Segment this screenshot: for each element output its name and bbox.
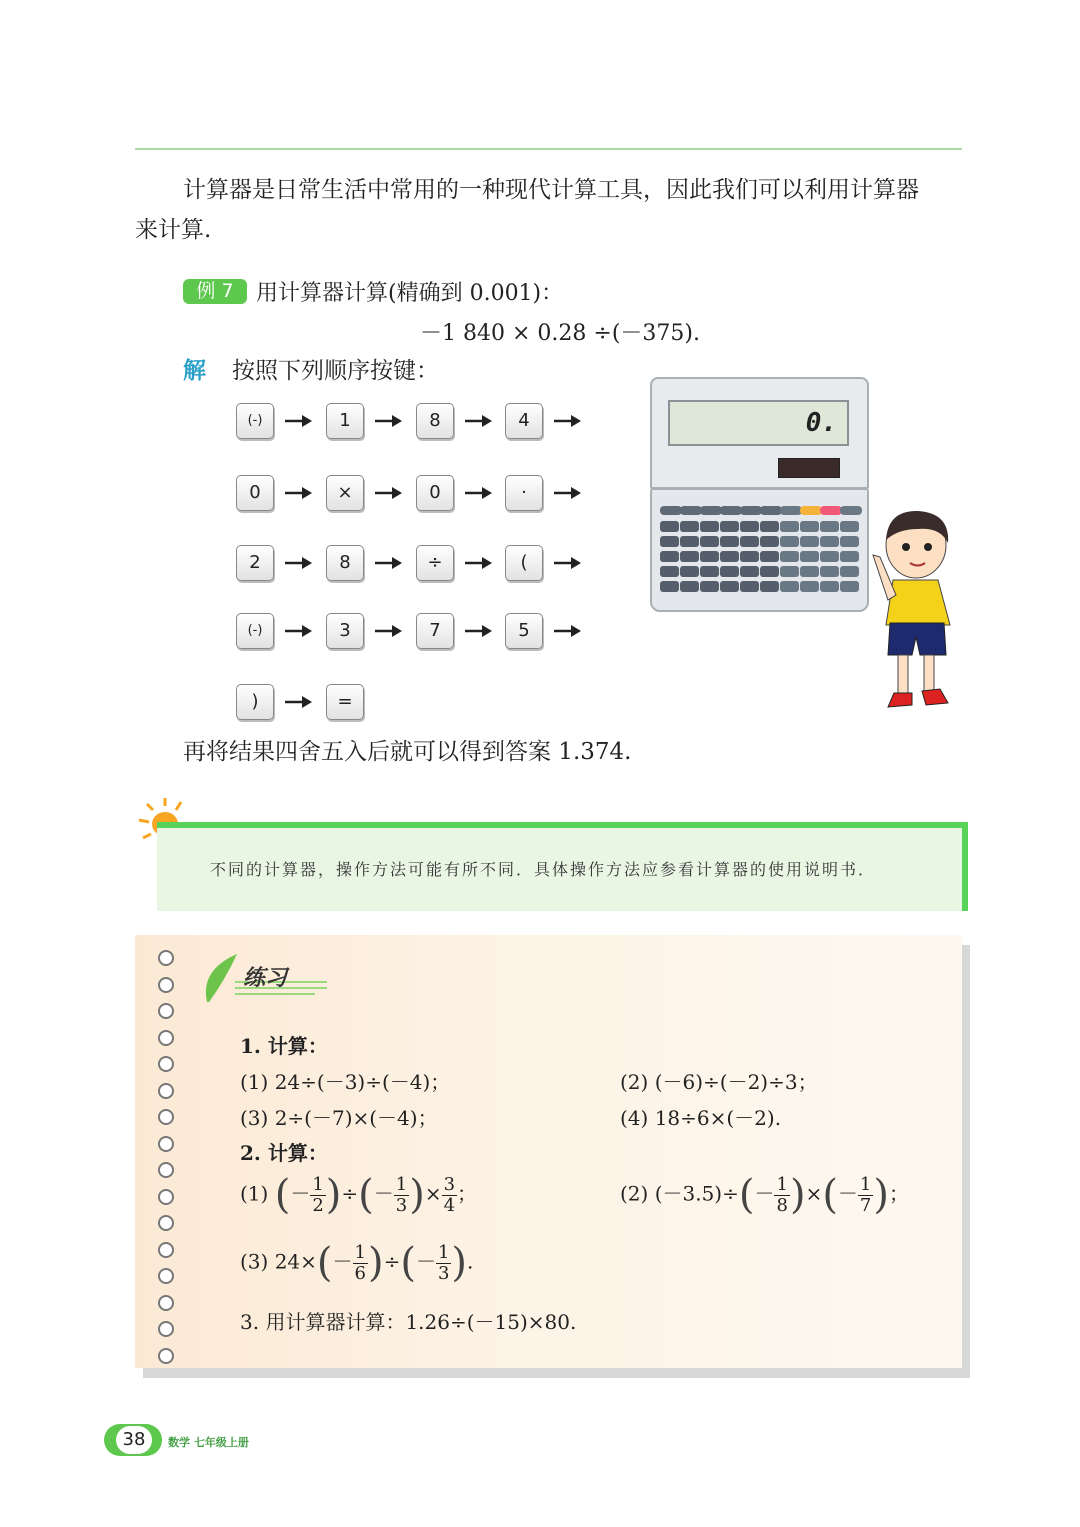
- keypad-button: [760, 506, 782, 515]
- ring-hole: [158, 1030, 174, 1046]
- keypad-button: [820, 506, 842, 515]
- q2-2-lead: (－3.5)÷: [654, 1181, 739, 1206]
- keypad-button: [820, 581, 839, 592]
- ring-hole: [158, 977, 174, 993]
- keypad-button: [660, 536, 679, 547]
- q2-label: 2. 计算：: [240, 1141, 328, 1165]
- keypad-button: [820, 521, 839, 532]
- intro-line-2: 来计算.: [135, 217, 212, 243]
- keypad-button: [680, 566, 699, 577]
- calculator-display: [668, 400, 849, 446]
- q2-3-number: (3): [240, 1249, 269, 1274]
- keypad-button: [820, 551, 839, 562]
- keypad-button: [700, 536, 719, 547]
- keypad-button: [760, 551, 779, 562]
- arrow-right-icon: [284, 691, 314, 713]
- keypad-button: [760, 536, 779, 547]
- keypad-button: [780, 566, 799, 577]
- ring-hole: [158, 1321, 174, 1337]
- calc-key: =: [326, 684, 364, 720]
- calc-key: 0: [236, 475, 274, 511]
- keypad-button: [760, 566, 779, 577]
- fraction: $\frac{3}{4}$: [443, 1173, 456, 1216]
- arrow-right-icon: [374, 482, 404, 504]
- ring-hole: [158, 1295, 174, 1311]
- arrow-right-icon: [374, 410, 404, 432]
- keypad-button: [780, 521, 799, 532]
- fraction: $\frac{1}{8}$: [776, 1173, 788, 1216]
- arrow-right-icon: [374, 552, 404, 574]
- ring-hole: [158, 1268, 174, 1284]
- keypad-button: [780, 581, 799, 592]
- intro-paragraph: [135, 170, 970, 210]
- q1-item-4: (4) 18÷6×(－2).: [620, 1106, 782, 1130]
- keypad-button: [680, 506, 702, 515]
- keypad-button: [700, 566, 719, 577]
- calc-key: 8: [416, 403, 454, 439]
- arrow-right-icon: [284, 620, 314, 642]
- arrow-right-icon: [464, 552, 494, 574]
- keypad-button: [800, 566, 819, 577]
- keypad-button: [840, 566, 859, 577]
- calc-key: 2: [236, 545, 274, 581]
- keypad-button: [720, 581, 739, 592]
- keypad-button: [660, 581, 679, 592]
- q2-3-lead: 24×: [274, 1249, 317, 1274]
- q3-label: 3. 用计算器计算：1.26÷(－15)×80.: [240, 1310, 577, 1334]
- keypad-button: [740, 536, 759, 547]
- keypad-button: [760, 521, 779, 532]
- example-formula: －1 840 × 0.28 ÷(－375).: [420, 321, 700, 346]
- book-title: 数学 七年级上册: [168, 1436, 249, 1449]
- example-badge: 例 7: [183, 279, 247, 304]
- keypad-button: [840, 521, 859, 532]
- keypad-button: [720, 566, 739, 577]
- arrow-right-icon: [464, 620, 494, 642]
- keypad-button: [660, 521, 679, 532]
- calc-key: 7: [416, 613, 454, 649]
- ring-hole: [158, 1109, 174, 1125]
- keypad-button: [800, 536, 819, 547]
- arrow-right-icon: [464, 410, 494, 432]
- calc-key: 3: [326, 613, 364, 649]
- keypad-button: [800, 551, 819, 562]
- q2-item-1: (1) (－ $\frac{1}{2}$ )÷(－ $\frac{1}{3}$ )× $\frac{3}{4}$ ；: [240, 1172, 478, 1218]
- fraction: $\frac{1}{7}$: [859, 1173, 872, 1216]
- keypad-button: [660, 551, 679, 562]
- keypad-button: [820, 536, 839, 547]
- keypad-button: [740, 551, 759, 562]
- solution-text: 按照下列顺序按键：: [232, 358, 439, 384]
- calc-key: ): [236, 684, 274, 720]
- q2-1-number: (1): [240, 1181, 269, 1206]
- header-rule: [135, 148, 962, 150]
- keypad-button: [740, 566, 759, 577]
- ring-hole: [158, 1189, 174, 1205]
- calculator-keypad: [650, 488, 869, 612]
- ring-hole: [158, 1348, 174, 1364]
- example-text: 用计算器计算(精确到 0.001)：: [256, 281, 564, 306]
- page-number: 38: [116, 1426, 152, 1454]
- keypad-button: [740, 506, 762, 515]
- keypad-button: [720, 551, 739, 562]
- keypad-button: [660, 566, 679, 577]
- calc-key: 5: [505, 613, 543, 649]
- ring-hole: [158, 1136, 174, 1152]
- q2-item-3: (3) 24×(－ $\frac{1}{6}$ )÷(－ $\frac{1}{3}$ ).: [240, 1240, 474, 1286]
- arrow-right-icon: [284, 410, 314, 432]
- calc-key: ·: [505, 475, 543, 511]
- keypad-button: [800, 506, 822, 515]
- keypad-button: [740, 581, 759, 592]
- practice-title: 练习: [243, 966, 288, 991]
- keypad-button: [840, 506, 862, 515]
- arrow-right-icon: [464, 482, 494, 504]
- fraction: $\frac{1}{3}$: [395, 1173, 408, 1216]
- keypad-button: [720, 536, 739, 547]
- keypad-button: [840, 581, 859, 592]
- calculator-display-value: 0.: [805, 408, 837, 438]
- keypad-button: [780, 551, 799, 562]
- ring-hole: [158, 1056, 174, 1072]
- keypad-button: [780, 536, 799, 547]
- ring-hole: [158, 1083, 174, 1099]
- q2-item-2: (2) (－3.5)÷(－ $\frac{1}{8}$ )×(－ $\frac{1}{7}$ )；: [620, 1172, 909, 1218]
- keypad-button: [700, 506, 722, 515]
- q1-item-3: (3) 2÷(－7)×(－4)；: [240, 1106, 438, 1130]
- keypad-button: [700, 521, 719, 532]
- arrow-right-icon: [553, 552, 583, 574]
- arrow-right-icon: [553, 410, 583, 432]
- solar-panel: [778, 458, 840, 478]
- tip-text: 不同的计算器，操作方法可能有所不同．具体操作方法应参看计算器的使用说明书．: [210, 860, 877, 879]
- keypad-button: [800, 581, 819, 592]
- arrow-right-icon: [553, 482, 583, 504]
- arrow-right-icon: [284, 552, 314, 574]
- keypad-button: [740, 521, 759, 532]
- ring-hole: [158, 1242, 174, 1258]
- boy-illustration: [868, 505, 963, 720]
- keypad-button: [720, 506, 742, 515]
- calc-key: (: [505, 545, 543, 581]
- keypad-button: [660, 506, 682, 515]
- ring-hole: [158, 1003, 174, 1019]
- keypad-button: [680, 581, 699, 592]
- keypad-button: [840, 551, 859, 562]
- calc-key: ×: [326, 475, 364, 511]
- q1-label: 1. 计算：: [240, 1034, 328, 1058]
- q1-item-2: (2) (－6)÷(－2)÷3；: [620, 1070, 818, 1094]
- calc-key: (-): [236, 403, 274, 439]
- keypad-button: [840, 536, 859, 547]
- calc-key: (-): [236, 613, 274, 649]
- keypad-button: [700, 551, 719, 562]
- keypad-button: [780, 506, 802, 515]
- keypad-button: [800, 521, 819, 532]
- fraction: $\frac{1}{6}$: [354, 1241, 366, 1284]
- fraction: $\frac{1}{3}$: [437, 1241, 450, 1284]
- calc-key: ÷: [416, 545, 454, 581]
- keypad-button: [760, 581, 779, 592]
- calc-key: 0: [416, 475, 454, 511]
- calc-key: 4: [505, 403, 543, 439]
- fraction: $\frac{1}{2}$: [312, 1173, 324, 1216]
- intro-paragraph-2: [135, 210, 970, 250]
- ring-hole: [158, 1162, 174, 1178]
- keypad-button: [680, 521, 699, 532]
- keypad-button: [680, 536, 699, 547]
- solution-label: 解: [183, 357, 206, 384]
- keypad-button: [700, 581, 719, 592]
- keypad-button: [680, 551, 699, 562]
- result-text: 再将结果四舍五入后就可以得到答案 1.374.: [183, 739, 632, 765]
- q1-item-1: (1) 24÷(－3)÷(－4)；: [240, 1070, 451, 1094]
- ring-hole: [158, 1215, 174, 1231]
- intro-line-1: 计算器是日常生活中常用的一种现代计算工具，因此我们可以利用计算器: [183, 177, 919, 203]
- arrow-right-icon: [284, 482, 314, 504]
- keypad-button: [820, 566, 839, 577]
- q2-2-number: (2): [620, 1181, 649, 1206]
- arrow-right-icon: [374, 620, 404, 642]
- arrow-right-icon: [553, 620, 583, 642]
- ring-hole: [158, 950, 174, 966]
- keypad-button: [720, 521, 739, 532]
- calc-key: 8: [326, 545, 364, 581]
- calc-key: 1: [326, 403, 364, 439]
